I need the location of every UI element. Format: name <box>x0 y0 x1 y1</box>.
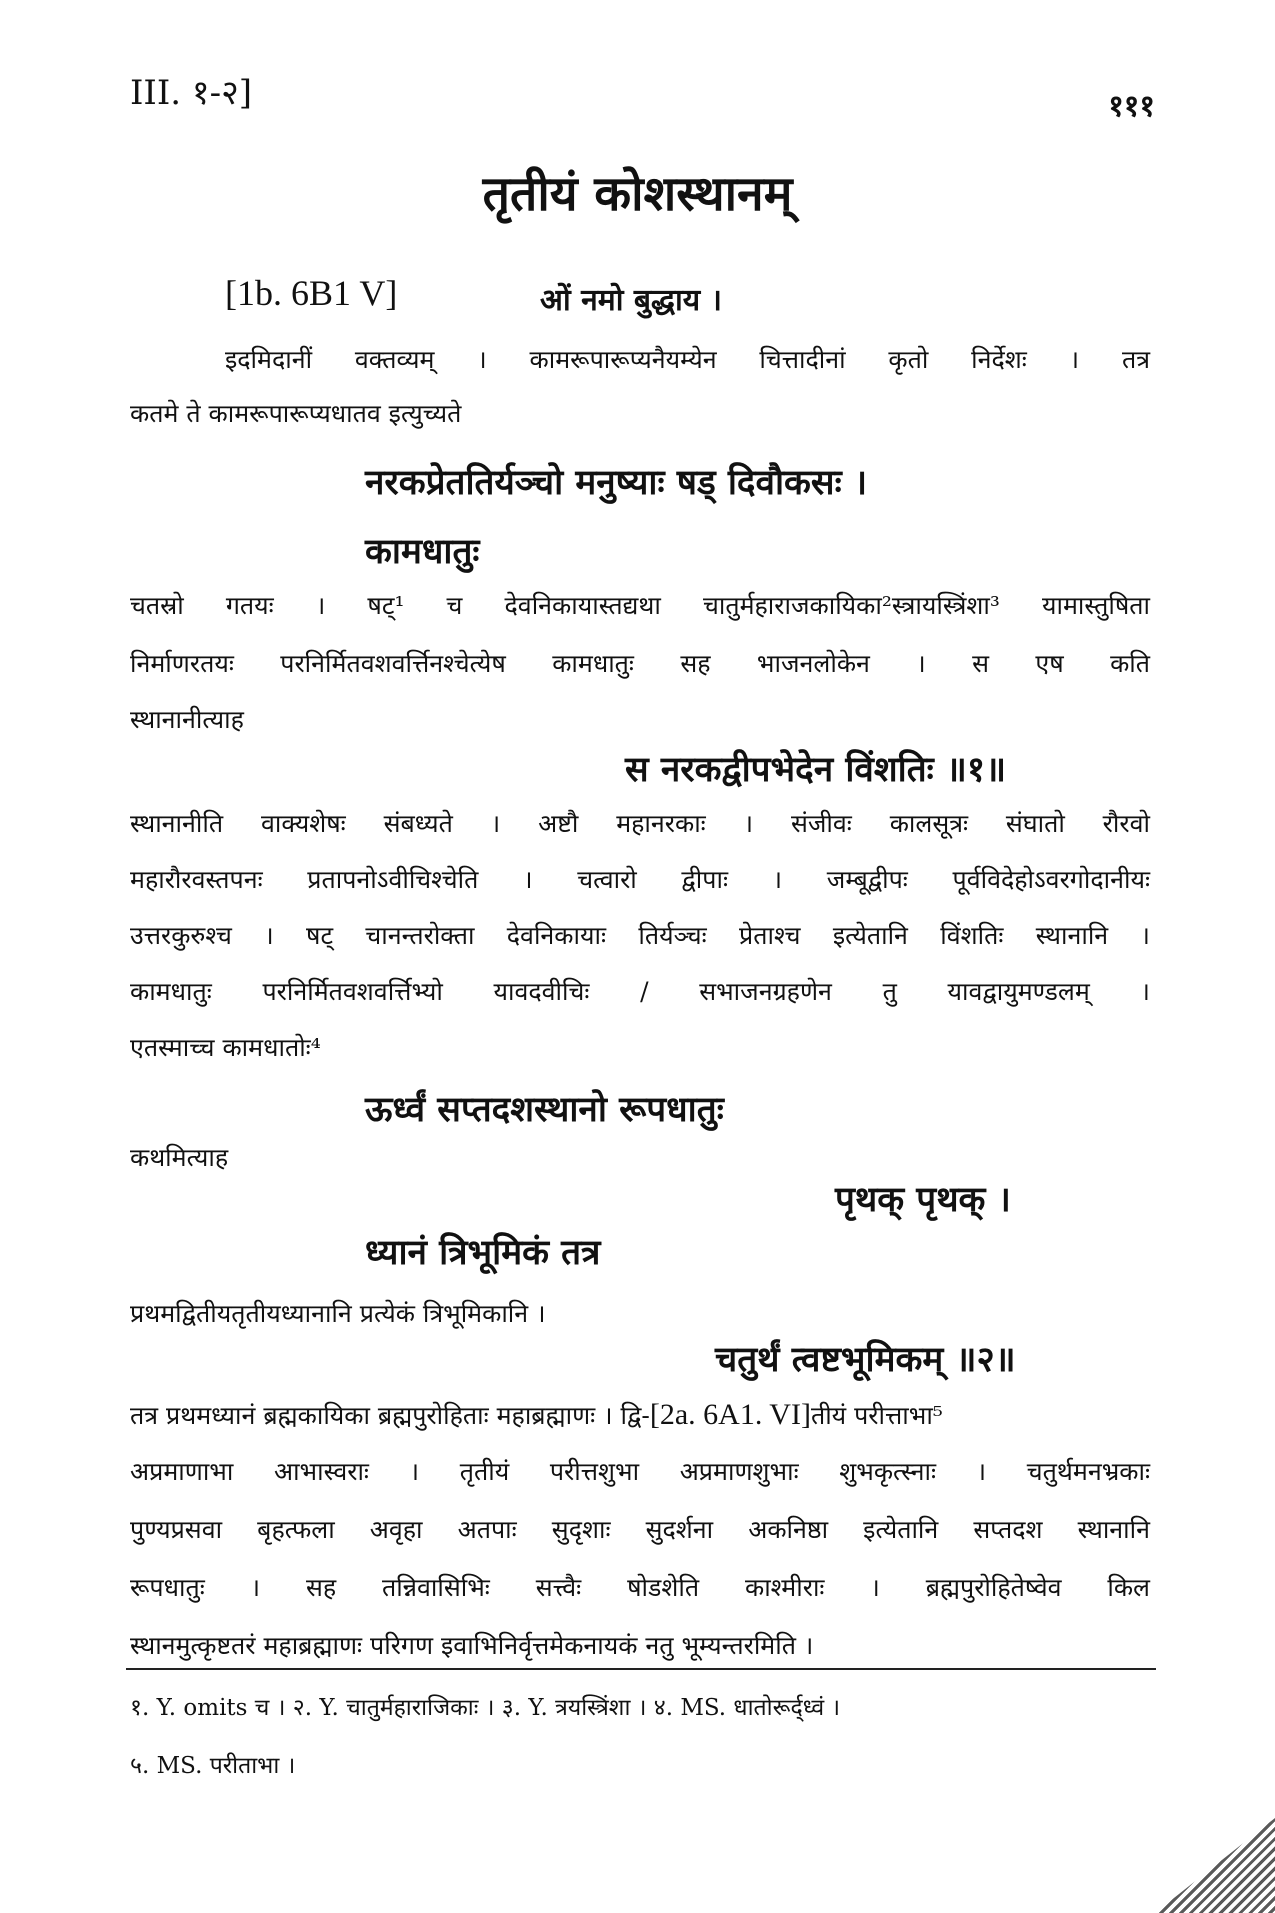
footnote-divider <box>126 1668 1156 1670</box>
scan-edge-shadow <box>1155 1818 1275 1913</box>
prose-line: प्रथमद्वितीयतृतीयध्यानानि प्रत्येकं त्रिभूमिकानि । <box>130 1299 546 1328</box>
prose-line: रूपधातुः । सह तन्निवासिभिः सत्त्वैः षोडशेति काश्मीराः । ब्रह्मपुरोहितेष्वेव किल <box>130 1573 1150 1602</box>
prose-segment: तीयं परीत्ताभा⁵ <box>810 1401 943 1430</box>
prose-line: निर्माणरतयः परनिर्मितवशवर्त्तिनश्चेत्येष कामधातुः सह भाजनलोकेन । स एष कति <box>130 649 1150 678</box>
running-head: III. १-२] <box>130 73 253 113</box>
verse-line: पृथक् पृथक् । <box>835 1179 1011 1220</box>
prose-line: स्थानानीति वाक्यशेषः संबध्यते । अष्टौ महानरकाः । संजीवः कालसूत्रः संघातो रौरवो <box>130 809 1150 838</box>
manuscript-reference: [2a. 6A1. VI] <box>649 1398 811 1431</box>
footnote-line: १. Y. omits च । २. Y. चातुर्महाराजिकाः । ३. Y. त्रयस्त्रिंशा । ४. MS. धातोरूर्द्ध्वं । <box>130 1695 841 1721</box>
prose-line: कतमे ते कामरूपारूप्यधातव इत्युच्यते <box>130 399 462 428</box>
prose-line: एतस्माच्च कामधातोः⁴ <box>130 1033 321 1062</box>
verse-line: ऊर्ध्वं सप्तदशस्थानो रूपधातुः <box>365 1089 724 1130</box>
verse-line: ध्यानं त्रिभूमिकं तत्र <box>365 1232 601 1273</box>
verse-line: नरकप्रेततिर्यञ्चो मनुष्याः षड् दिवौकसः । <box>365 462 868 503</box>
prose-line: कथमित्याह <box>130 1143 229 1172</box>
page-number: १११ <box>1108 89 1155 124</box>
prose-line: स्थानमुत्कृष्टतरं महाब्रह्माणः परिगण इवाभिनिर्वृत्तमेकनायकं नतु भूम्यन्तरमिति । <box>130 1631 814 1660</box>
verse-line: चतुर्थं त्वष्टभूमिकम् ॥२॥ <box>715 1339 1016 1380</box>
verse-line: स नरकद्वीपभेदेन विंशतिः ॥१॥ <box>625 749 1007 790</box>
prose-line: इदमिदानीं वक्तव्यम् । कामरूपारूप्यनैयम्येन चित्तादीनां कृतो निर्देशः । तत्र <box>225 345 1150 374</box>
footnote-line: ५. MS. परीताभा । <box>130 1753 296 1779</box>
prose-line: महारौरवस्तपनः प्रतापनोऽवीचिश्चेति । चत्वारो द्वीपाः । जम्बूद्वीपः पूर्वविदेहोऽवरगोदानीयः <box>130 865 1150 894</box>
chapter-title: तृतीयं कोशस्थानम् <box>482 166 793 222</box>
prose-line: उत्तरकुरुश्च । षट् चानन्तरोक्ता देवनिकायाः तिर्यञ्चः प्रेताश्च इत्येतानि विंशतिः स्थानानि । <box>130 921 1150 950</box>
prose-line: अप्रमाणाभा आभास्वराः । तृतीयं परीत्तशुभा अप्रमाणशुभाः शुभकृत्स्नाः । चतुर्थमनभ्रकाः <box>130 1457 1150 1486</box>
prose-line: कामधातुः परनिर्मितवशवर्त्तिभ्यो यावदवीचिः / सभाजनग्रहणेन तु यावद्वायुमण्डलम् । <box>130 977 1150 1006</box>
prose-line <box>130 1398 1150 1433</box>
invocation: ओं नमो बुद्धाय । <box>540 283 722 318</box>
prose-line: स्थानानीत्याह <box>130 705 244 734</box>
prose-line: चतस्रो गतयः । षट्¹ च देवनिकायास्तद्यथा चातुर्महाराजकायिका²स्त्रायस्त्रिंशा³ यामास्तुषिता <box>130 591 1150 620</box>
verse-line: कामधातुः <box>365 531 480 572</box>
prose-line: पुण्यप्रसवा बृहत्फला अवृहा अतपाः सुदृशाः सुदर्शना अकनिष्ठा इत्येतानि सप्तदश स्थानानि <box>130 1515 1150 1544</box>
prose-segment: तत्र प्रथमध्यानं ब्रह्मकायिका ब्रह्मपुरोहिताः महाब्रह्माणः । द्वि- <box>130 1401 650 1430</box>
manuscript-reference: [1b. 6B1 V] <box>225 273 398 313</box>
